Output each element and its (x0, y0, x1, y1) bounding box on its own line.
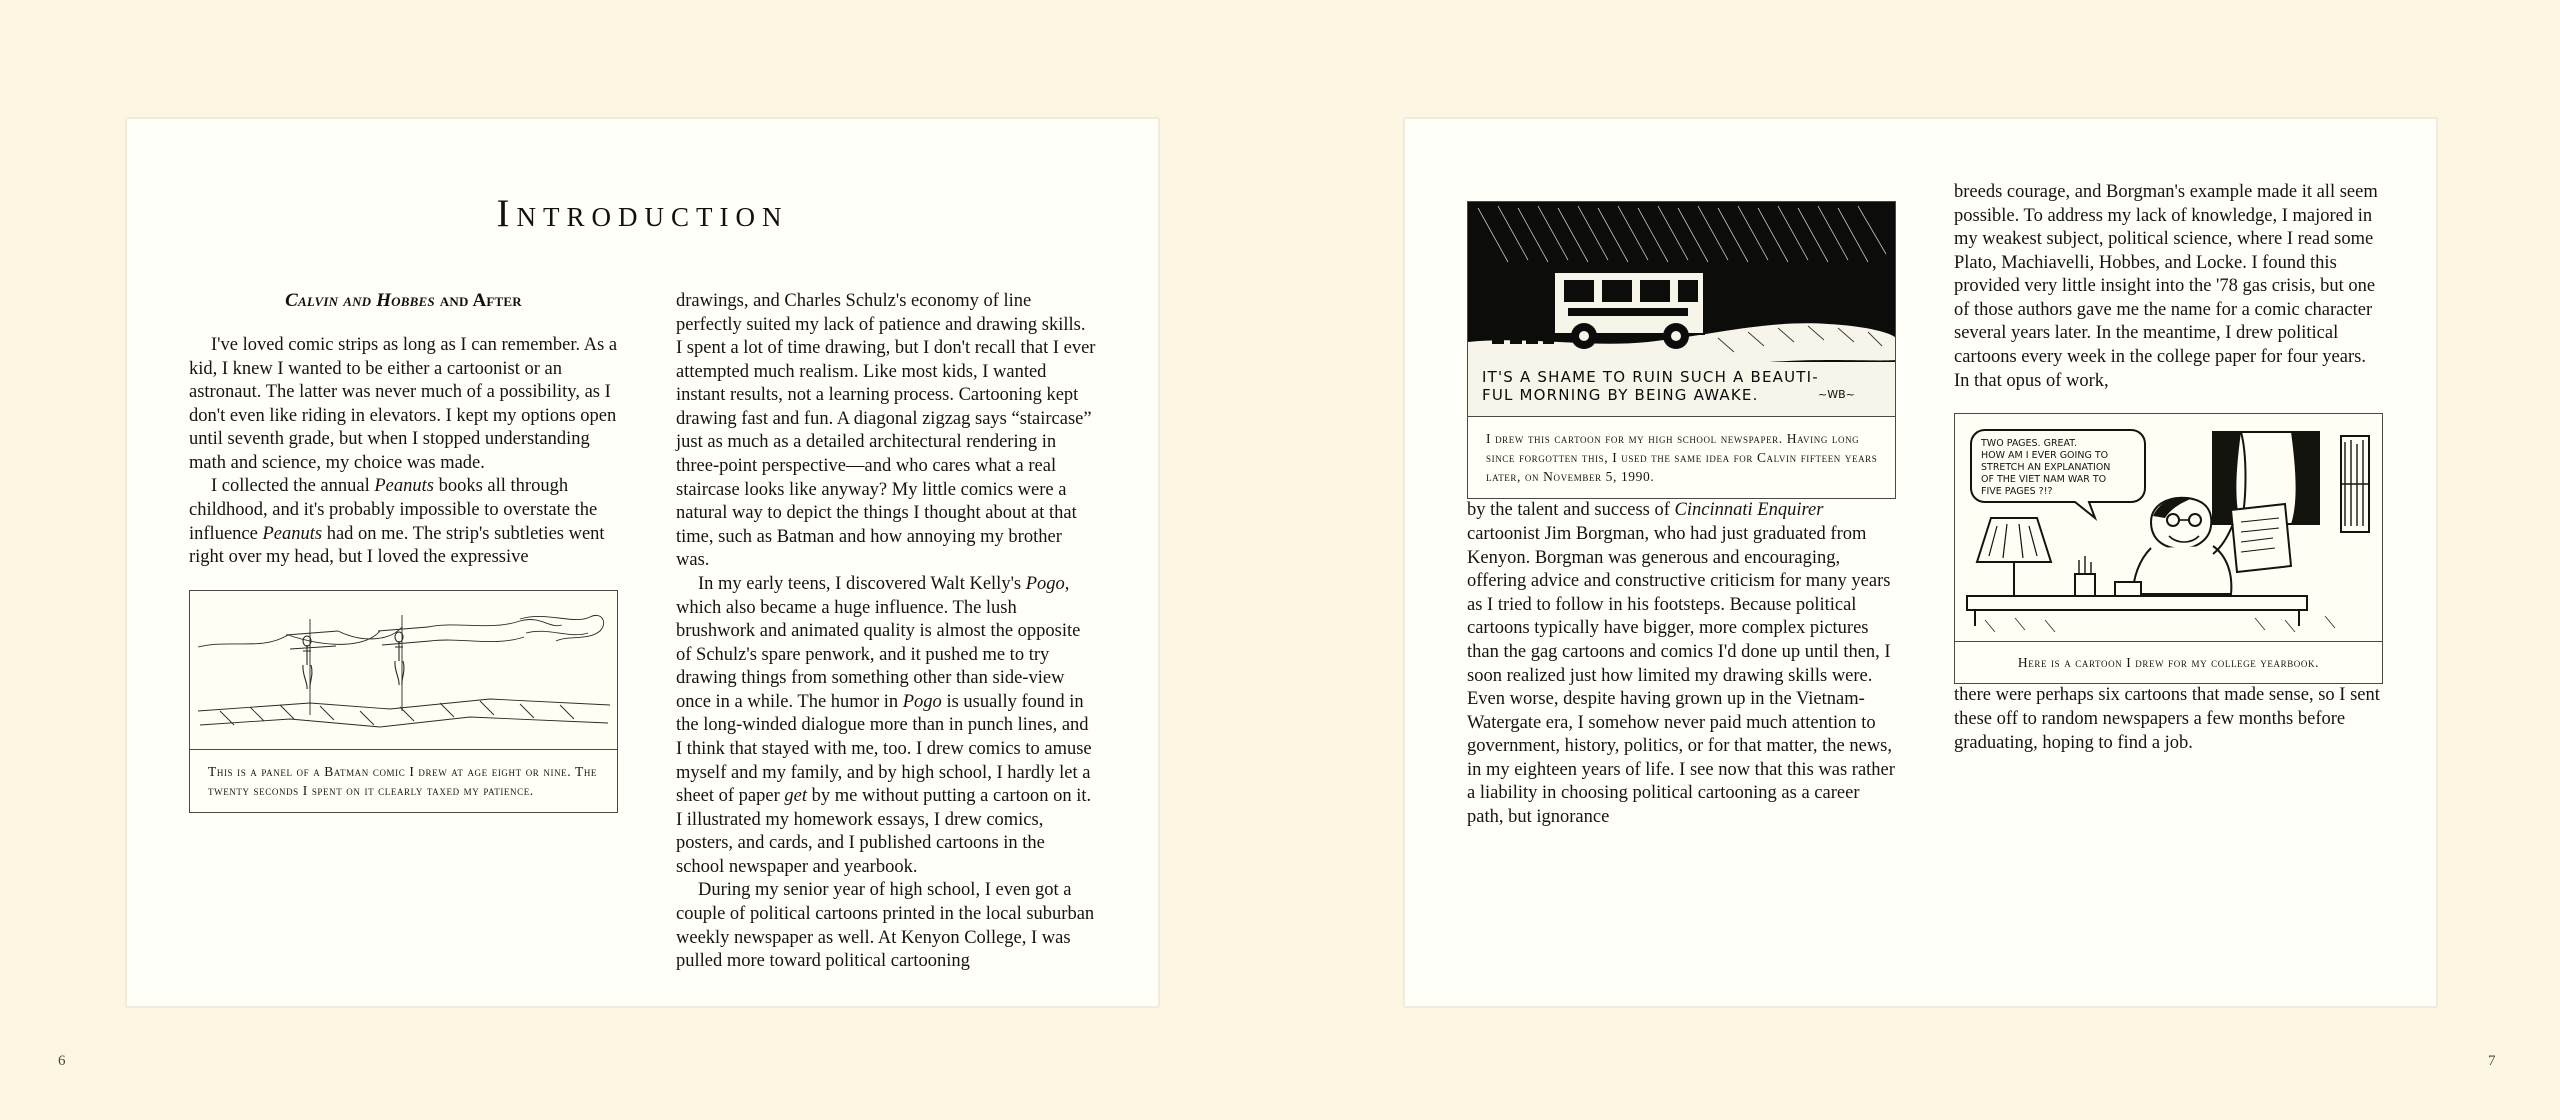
figure-caption: I drew this cartoon for my high school newspaper. Having long since forgotten this, I used the same idea for Calvin fifteen years later, on November 5, 1990. (1486, 431, 1878, 485)
emphasis-pogo: Pogo (902, 691, 942, 712)
text-run: by the talent and success of (1467, 500, 1675, 521)
batman-panel-line-art (190, 591, 617, 749)
emphasis-pogo: Pogo (1025, 573, 1065, 594)
right-page-columns (1405, 181, 2436, 830)
subhead-italic-part: Calvin and Hobbes (285, 290, 435, 311)
paragraph (1467, 499, 1896, 829)
folio-right: 7 (2488, 1053, 2496, 1069)
text-run: , which also became a huge influence. The lush brushwork and animated quality is almost the opposite of Schulz's spare penwork, and it pushed me to try drawing things from something other than side-view once in a while. The humor in (676, 573, 1081, 712)
figure-caption: This is a panel of a Batman comic I drew at age eight or nine. The twenty seconds I spent on it clearly taxed my patience. (208, 763, 598, 798)
page-left (126, 118, 1159, 1007)
emphasis-peanuts: Peanuts (374, 476, 434, 497)
text-run: cartoonist Jim Borgman, who had just graduated from Kenyon. Borgman was generous and encouraging, offering advice and constructive criticism for many years as I tried to follow in his footsteps. Because political cartoons typically have bigger, more complex pictures than the gag cartoons and comics I'd done up until then, I soon realized just how limited my drawing skills were. Even worse, despite having grown up in the Vietnam-Watergate era, I somehow never paid much attention to government, history, politics, or for that matter, the news, in my eighteen years of life. I see now that this was rather a liability in choosing political cartooning as a career path, but ignorance (1467, 524, 1895, 827)
folio-left: 6 (58, 1053, 66, 1069)
paragraph: drawings, and Charles Schulz's economy of line perfectly suited my lack of patience and drawing skills. I spent a lot of time drawing, but I don't recall that I ever attempted much realism. Like most kids, I wanted instant results, not a learning process. Cartooning kept drawing fast and fun. A diagonal zigzag says “staircase” just as much as a detailed architectural rendering in three-point perspective—and who cares what a real staircase looks like anyway? My little comics were a natural way to depict the things I thought about at that time, such as Batman and how annoying my brother was. (676, 291, 1096, 571)
cartoon-caption-line-2: FUL MORNING BY BEING AWAKE. (1482, 386, 1759, 404)
text-run: by me without putting a cartoon on it. I illustrated my homework essays, I drew comics, posters, and cards, and I published cartoons in the school newspaper and yearbook. (676, 786, 1092, 877)
svg-text:TWO PAGES. GREAT.: TWO PAGES. GREAT. (1981, 438, 2078, 450)
figure-artwork (1955, 414, 2382, 642)
emphasis-enquirer: Cincinnati Enquirer (1674, 500, 1824, 521)
paragraph (189, 475, 618, 569)
paragraph: breeds courage, and Borgman's example made it all seem possible. To address my lack of knowledge, I majored in my weakest subject, political science, where I read some Plato, Machiavelli, Hobbes, and Locke. I found this provided very little insight into the '78 gas crisis, but one of those authors gave me the name for a comic character several years later. In the meantime, I drew political cartoons every week in the college paper for four years. In that opus of work, (1954, 182, 2378, 391)
paragraph: During my senior year of high school, I even got a couple of political cartoons printed in the local suburban weekly newspaper as well. At Kenyon College, I was pulled more toward political cartooning (676, 880, 1095, 972)
school-bus-cartoon (1468, 202, 1895, 416)
left-column-1 (189, 290, 618, 974)
page-right (1404, 118, 2437, 1007)
paragraph (676, 573, 1096, 880)
figure-college-yearbook-cartoon (1954, 413, 2383, 684)
paragraph: there were perhaps six cartoons that made sense, so I sent these off to random newspapers a few months before graduating, hoping to find a job. (1954, 685, 2380, 753)
signature: ~WB~ (1818, 388, 1855, 401)
figure-artwork (190, 591, 617, 750)
page-title (127, 191, 1158, 236)
svg-text:FIVE PAGES ?!?: FIVE PAGES ?!? (1981, 486, 2053, 498)
subhead-plain-part: and After (434, 290, 522, 311)
emphasis-get: get (784, 786, 807, 807)
yearbook-cartoon (1955, 414, 2382, 641)
text-run: I collected the annual (211, 476, 375, 497)
left-page-columns (127, 290, 1158, 974)
chapter-title-text: Introduction (496, 192, 789, 235)
cartoon-caption-line-1: IT'S A SHAME TO RUIN SUCH A BEAUTI- (1482, 368, 1819, 386)
text-run: is usually found in the long-winded dialogue more than in punch lines, and I think that stayed with me, too. I drew comics to amuse myself and my family, and by high school, I hardly let a sheet of paper (676, 691, 1092, 807)
figure-artwork (1468, 202, 1895, 417)
text-run: books all through childhood, and it's probably impossible to overstate the influence (189, 476, 598, 544)
text-run: had on me. The strip's subtleties went right over my head, but I loved the expressive (189, 523, 605, 568)
paragraph: I've loved comic strips as long as I can remember. As a kid, I knew I wanted to be either a cartoonist or an astronaut. The latter was never much of a possibility, as I don't even like riding in elevators. I kept my options open until seventh grade, but when I stopped understanding math and science, my choice was made. (189, 335, 618, 473)
right-column-1 (1467, 181, 1896, 830)
svg-text:STRETCH AN EXPLANATION: STRETCH AN EXPLANATION (1981, 462, 2111, 474)
svg-text:OF THE VIET NAM WAR TO: OF THE VIET NAM WAR TO (1981, 474, 2107, 486)
left-column-2 (676, 290, 1096, 974)
figure-batman-panel (189, 590, 618, 813)
svg-text:HOW AM I EVER GOING TO: HOW AM I EVER GOING TO (1981, 450, 2109, 462)
text-run: In my early teens, I discovered Walt Kelly's (698, 573, 1026, 594)
right-column-2 (1954, 181, 2383, 830)
section-subhead (189, 290, 618, 312)
figure-caption: Here is a cartoon I drew for my college yearbook. (2017, 655, 2320, 671)
figure-school-newspaper-cartoon (1467, 201, 1896, 499)
emphasis-peanuts: Peanuts (262, 523, 323, 544)
